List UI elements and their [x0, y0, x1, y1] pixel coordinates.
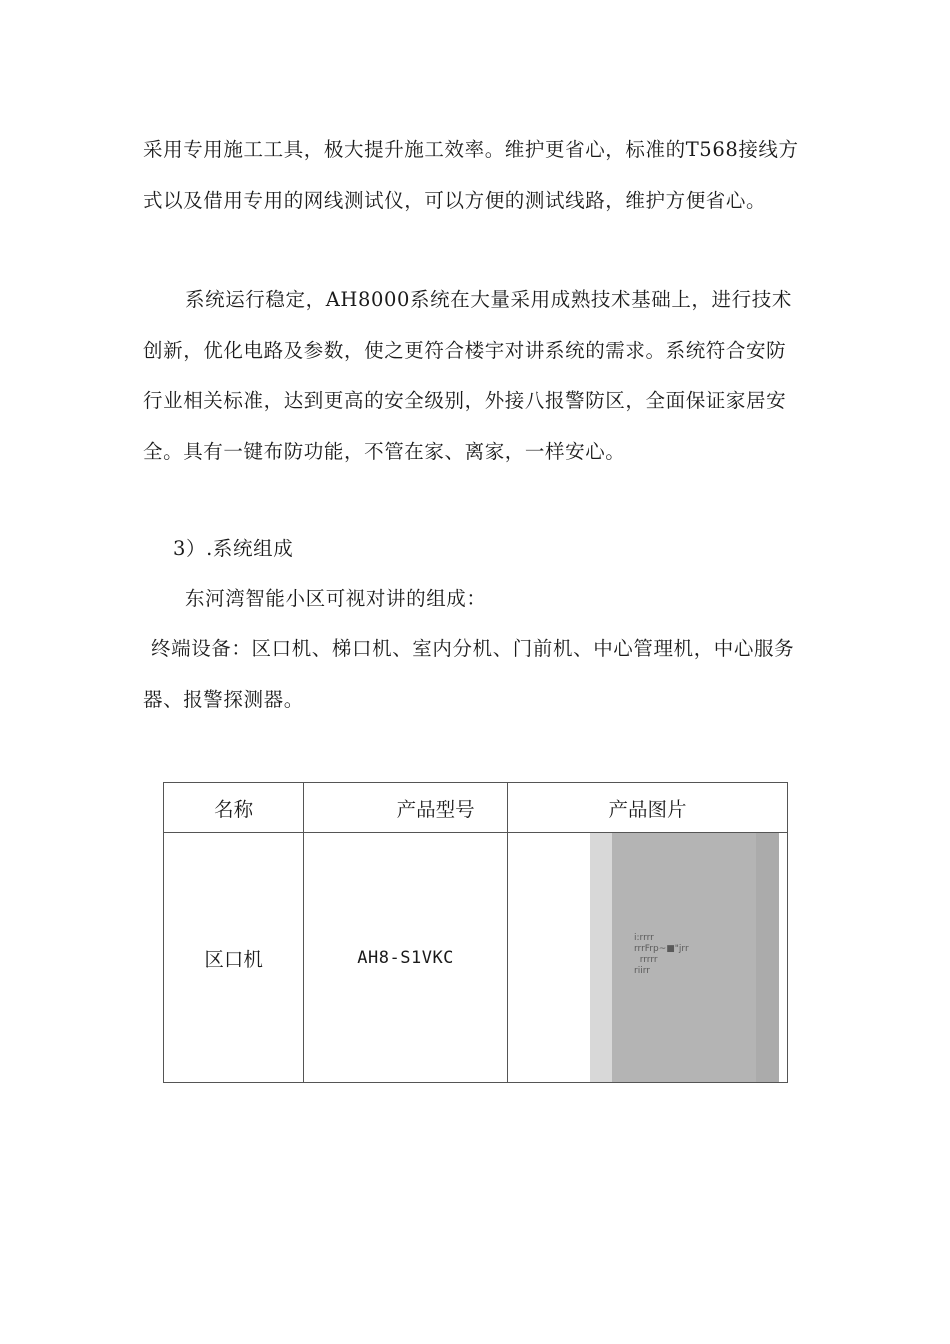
product-image-label: [634, 933, 689, 977]
table-row: [164, 833, 788, 1083]
cell-product-model: AH8-S1VKC: [304, 833, 508, 1083]
paragraph-stability: 系统运行稳定，AH8000系统在大量采用成熟技术基础上，进行技术创新，优化电路及参数，使之更符合楼宇对讲系统的需求。系统符合安防行业相关标准，达到更高的安全级别，外接八报警防区，全面保证家居安全。具有一键布防功能，不管在家、离家，一样安心。: [143, 288, 792, 463]
product-table: [163, 782, 788, 1083]
paragraph-terminal-devices: 终端设备：区口机、梯口机、室内分机、门前机、中心管理机，中心服务器、报警探测器。: [143, 637, 795, 711]
header-model: 产品型号: [304, 783, 508, 833]
image-text-line: i:rrrr: [634, 933, 654, 943]
product-image-edge: [590, 833, 612, 1082]
cell-product-name: 区口机: [164, 833, 304, 1083]
product-image-side: [756, 833, 779, 1082]
image-text-line: riirr: [634, 966, 650, 976]
paragraph-maintenance: 采用专用施工工具，极大提升施工效率。维护更省心，标准的T568接线方式以及借用专用的网线测试仪，可以方便的测试线路，维护方便省心。: [143, 138, 799, 212]
header-name: 名称: [164, 783, 304, 833]
paragraph-composition-intro: 东河湾智能小区可视对讲的组成：: [185, 587, 487, 610]
header-image: 产品图片: [508, 783, 788, 833]
section-heading-system-composition: 3）.系统组成: [173, 537, 294, 560]
cell-product-image: [508, 833, 788, 1083]
image-text-line: rrrrr: [634, 955, 658, 965]
image-text-line: rrrFrp~■"jrr: [634, 944, 689, 954]
table-header-row: [164, 783, 788, 833]
product-image: [590, 833, 779, 1082]
